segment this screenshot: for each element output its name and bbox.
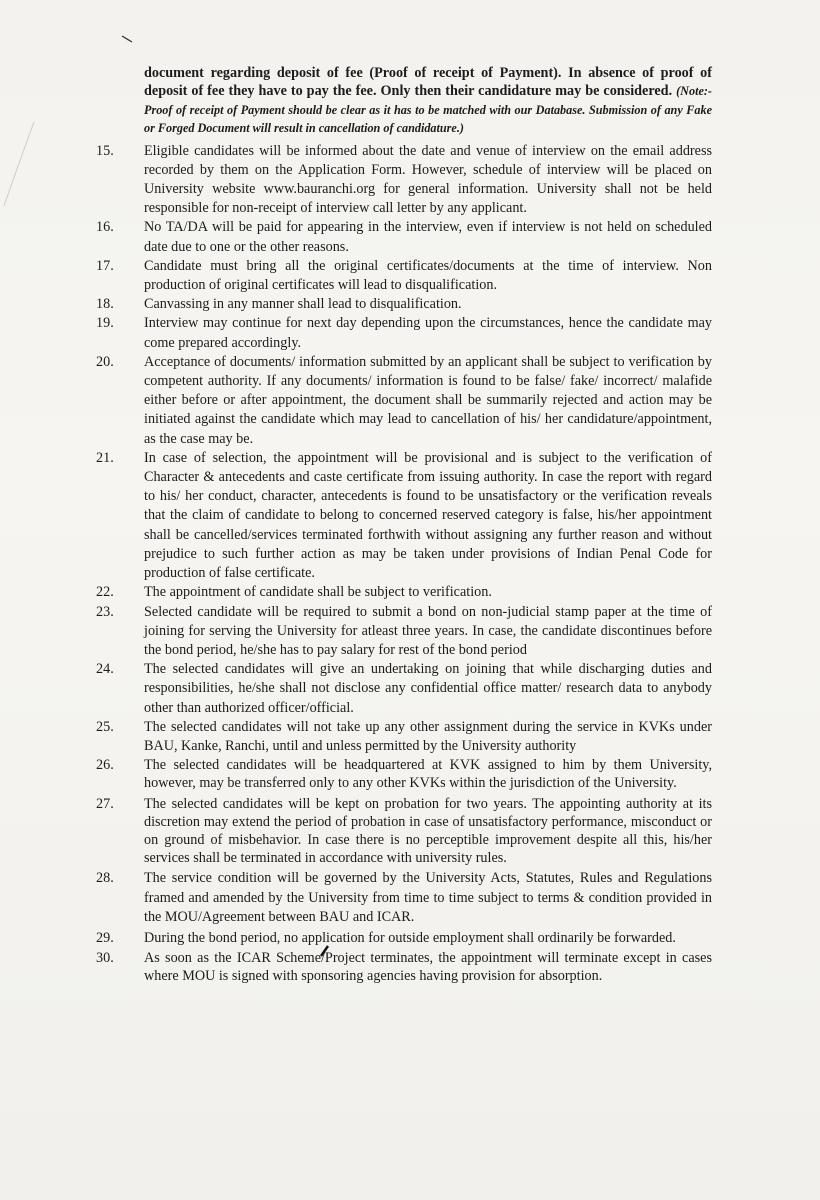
item-number: 20. — [96, 353, 114, 370]
list-item — [96, 660, 712, 718]
item-text: The selected candidates will be kept on probation for two years. The appointing authority at its discretion may extend the period of probation in case of unsatisfactory performance, misconduct or on ground of misbehavior. In case there is no perceptible improvement despite all this, his/her services shall be terminated in accordance with university rules. — [144, 795, 712, 867]
item-text: During the bond period, no application for outside employment shall ordinarily be forwarded. — [144, 929, 676, 946]
fee-proof-text: document regarding deposit of fee (Proof of receipt of Payment). In absence of proof of deposit of fee they have to pay the fee. Only then their candidature may be considered. — [144, 65, 712, 100]
list-item — [96, 257, 712, 295]
item-number: 27. — [96, 795, 114, 812]
item-text: Interview may continue for next day depending upon the circumstances, hence the candidate may come prepared accordingly. — [144, 315, 712, 351]
item-text: The appointment of candidate shall be subject to verification. — [144, 584, 492, 601]
instructions-list — [96, 142, 712, 986]
item-text: Canvassing in any manner shall lead to disqualification. — [144, 296, 462, 313]
item-number: 16. — [96, 219, 114, 236]
item-text: Selected candidate will be required to submit a bond on non-judicial stamp paper at the time of joining for serving the University for atleast three years. In case, the candidate discontinues before the bond period, he/she has to pay salary for rest of the bond period — [144, 603, 712, 658]
item-text: The selected candidates will be headquartered at KVK assigned to him by them University, however, may be transferred only to any other KVKs within the jurisdiction of the University. — [144, 757, 712, 792]
item-number: 25. — [96, 718, 114, 735]
item-text: The selected candidates will give an undertaking on joining that while discharging duties and responsibilities, he/she shall not disclose any confidential office matter/ research data to anybody other than authorized officer/official. — [144, 661, 712, 716]
fee-proof-note: (Note:-Proof of receipt of Payment should be clear as it has to be matched with our Database. Submission of any Fake or Forged Document will result in cancellation of candidature.) — [144, 84, 712, 136]
list-item — [96, 295, 712, 314]
item-number: 19. — [96, 315, 114, 332]
list-item — [96, 929, 712, 947]
list-item — [96, 314, 712, 352]
list-item — [96, 718, 712, 756]
list-item — [96, 756, 712, 792]
item-number: 22. — [96, 584, 114, 601]
list-item — [96, 218, 712, 256]
pen-scratch-mark — [118, 30, 138, 50]
item-text: The selected candidates will not take up any other assignment during the service in KVKs under BAU, Kanke, Ranchi, until and unless permitted by the University authority — [144, 718, 712, 754]
list-item — [96, 949, 712, 985]
item-number: 29. — [96, 929, 114, 946]
list-item — [96, 583, 712, 602]
list-item — [96, 449, 712, 583]
item-text: The service condition will be governed by the University Acts, Statutes, Rules and Regulations framed and amended by the University from time to time subject to terms & condition provided in the MOU/Agreement between BAU and ICAR. — [144, 870, 712, 925]
item-number: 23. — [96, 603, 114, 620]
fee-proof-paragraph — [144, 64, 712, 138]
item-text: Eligible candidates will be informed about the date and venue of interview on the email address recorded by them on the Application Form. However, schedule of interview will be placed on University website www.bauranchi.org for general information. University shall not be held responsible for non-receipt of interview call letter by any applicant. — [144, 142, 712, 217]
list-item — [96, 142, 712, 219]
item-number: 18. — [96, 296, 114, 313]
item-text: In case of selection, the appointment will be provisional and is subject to the verification of Character & antecedents and caste certificate from issuing authority. In case the report with regard to his/ her conduct, character, antecedents is found to be unsatisfactory or the verification reveals that the claim of candidate to belong to concerned reserved category is false, his/her appointment shall be cancelled/services terminated forthwith without assigning any further reason and without prejudice to such further action as may be taken under provisions of Indian Penal Code for production of false certificate. — [144, 449, 712, 582]
item-number: 24. — [96, 661, 114, 678]
list-item — [96, 795, 712, 868]
item-number: 15. — [96, 142, 114, 159]
item-number: 17. — [96, 257, 114, 274]
item-number: 26. — [96, 757, 114, 774]
item-number: 30. — [96, 950, 114, 967]
list-item — [96, 353, 712, 449]
item-number: 21. — [96, 449, 114, 466]
paper-crease-line — [0, 120, 40, 210]
item-text: No TA/DA will be paid for appearing in the interview, even if interview is not held on scheduled date due to one or the other reasons. — [144, 219, 712, 255]
item-text: Candidate must bring all the original certificates/documents at the time of interview. Non production of original certificates will lead to disqualification. — [144, 257, 712, 294]
item-text: Acceptance of documents/ information submitted by an applicant shall be subject to verification by competent authority. If any documents/ information is found to be false/ fake/ incorrect/ malafide either before or after appointment, the document shall be summarily rejected and action may be initiated against the candidate which may lead to cancellation of his/ her candidature/appointment, as the case may be. — [144, 353, 712, 447]
document-body — [96, 64, 712, 986]
item-text: As soon as the ICAR Scheme/Project terminates, the appointment will terminate except in cases where MOU is signed with sponsoring agencies having provision for absorption. — [144, 950, 712, 985]
item-number: 28. — [96, 870, 114, 887]
list-item — [96, 603, 712, 661]
list-item — [96, 869, 712, 927]
